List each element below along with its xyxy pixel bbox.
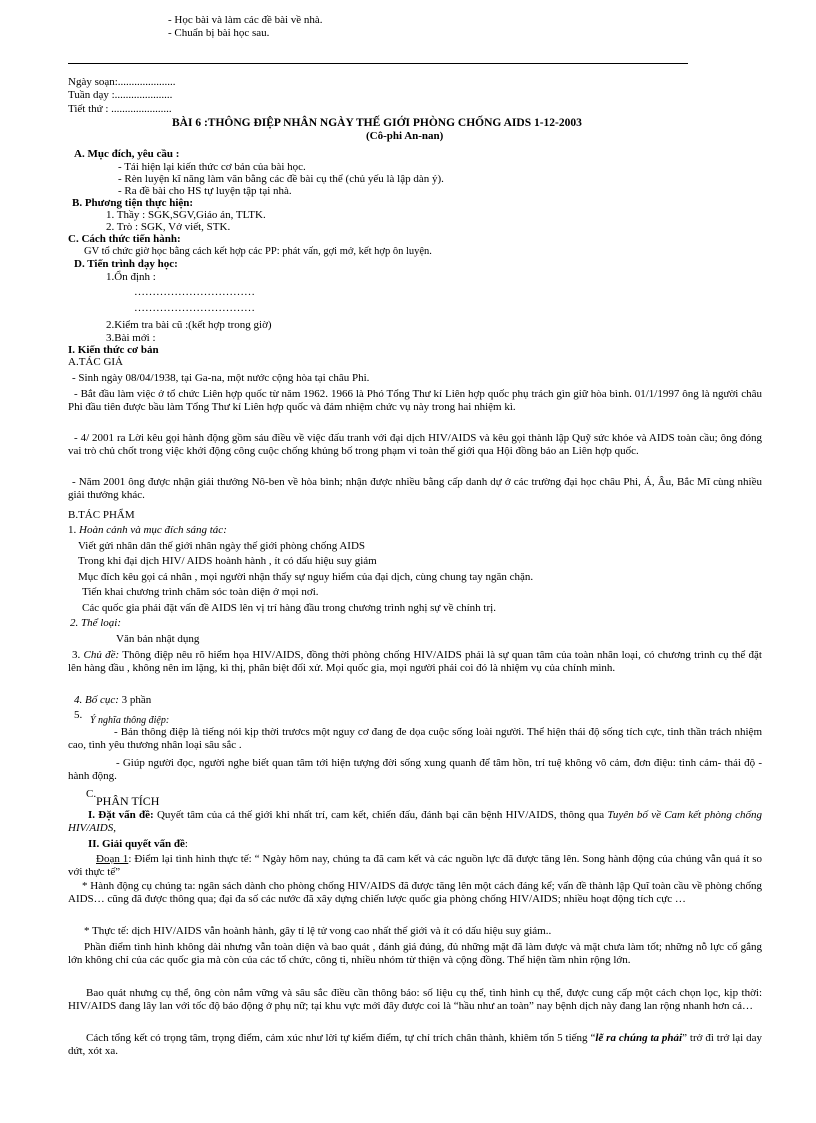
part-1-heading: I. Kiến thức cơ bản bbox=[68, 344, 159, 356]
section-c-number: C. bbox=[86, 788, 97, 800]
subsection-number: 1. bbox=[68, 524, 77, 536]
lesson-author: (Cô-phi An-nan) bbox=[366, 130, 444, 142]
meaning-paragraph: - Bản thông điệp là tiếng nói kịp thời trươcs một nguy cơ đang đe dọa cuộc sống loài người. Thể hiện thái độ sống tích cực, tinh thần trách nhiệm cao, tình yêu thương nhân loại sâu sắc . bbox=[68, 726, 762, 751]
subsection-2: 2. Thể loại: bbox=[70, 617, 122, 629]
doan-1-paragraph bbox=[68, 853, 762, 879]
phan-tich-heading: PHÂN TÍCH bbox=[96, 794, 160, 808]
subsection-5-title: Ý nghĩa thông điệp: bbox=[90, 715, 170, 726]
section-b-item: 1. Thầy : SGK,SGV,Giáo án, TLTK. bbox=[106, 209, 266, 221]
summary-end: ” trở đi trở lại day dứt, xót xa. bbox=[68, 1032, 762, 1057]
context-line: Viết gửi nhân dân thế giới nhân ngày thế giới phòng chống AIDS bbox=[78, 540, 366, 552]
on-dinh: 1.Ổn định : bbox=[106, 271, 156, 283]
dots-line: …………………………… bbox=[134, 302, 255, 314]
subsection-title: Hoàn cảnh và mục đích sáng tác: bbox=[79, 524, 227, 536]
action-paragraph: * Hành động cụ chúng ta: ngân sách dành cho phòng chống HIV/AIDS đã được tăng lên một cách đáng kể; vấn đề thành lập Quĩ toàn cầu về phòng chống AIDS… cũng đã được thông qua; đại đa số các nước đã xây dựng chiến lược quốc gia phòng chống HIV/AIDS; nhiều hoạt động tích cực … bbox=[68, 880, 762, 905]
divider bbox=[68, 63, 688, 64]
prepare-line: - Chuẩn bị bài học sau. bbox=[168, 27, 270, 39]
section-a-item: - Ra đề bài cho HS tự luyện tập tại nhà. bbox=[118, 185, 292, 197]
dat-van-de-text: Quyết tâm của cả thế giới khi nhất trí, cam kết, chiến đấu, đánh bại căn bệnh HIV/AIDS, thông qua bbox=[156, 809, 605, 821]
dat-van-de-label: I. Đặt vấn đề: bbox=[88, 809, 154, 821]
tac-gia-heading: A.TÁC GIẢ bbox=[68, 356, 123, 368]
section-c-heading: C. Cách thức tiến hành: bbox=[68, 233, 181, 245]
bai-moi: 3.Bài mới : bbox=[106, 332, 156, 344]
theme-text: Thông điệp nêu rõ hiểm họa HIV/AIDS, đồng thời phòng chống HIV/AIDS phải là sự quan tâm của toàn nhân loại, có chương trình cụ thể đặt lên hàng đầu , không nên im lặng, kì thị, phân biệt đối xử. Mọi quốc gia, mọi người phải coi đó là nhiệm vụ của chính mình. bbox=[68, 649, 762, 674]
tiet-thu: Tiết thứ : ...................... bbox=[68, 103, 172, 115]
ngay-soan: Ngày soạn:..................... bbox=[68, 76, 176, 88]
bio-paragraph: - 4/ 2001 ra Lời kêu gọi hành động gồm sáu điều về việc đấu tranh với đại dịch HIV/AIDS và kêu gọi thành lập Quỹ sức khỏe và AIDS toàn cầu; ông đóng vai trò chủ chốt trong việc khởi động công cuộc chống khủng bố trong phạm vi toàn thế giới qua Hội đồng bảo an Liên hợp quốc. bbox=[68, 432, 762, 457]
analysis-paragraph: Phần điểm tình hình không dài nhưng vẫn toàn diện và bao quát , đánh giá đúng, đủ những mặt đã làm được và mặt chưa làm tốt; những nỗ lực cố gắng lớn không chỉ của các quốc gia mà còn của các tổ chức, công ti, nhiều nhóm từ thiện và cộng đồng. Thể hiện tầm nhìn rộng lớn. bbox=[68, 941, 762, 966]
tuan-day: Tuần dạy :..................... bbox=[68, 89, 173, 101]
bio-paragraph: - Bắt đầu làm việc ở tổ chức Liên hợp quốc từ năm 1962. 1966 là Phó Tổng Thư kí Liên hợp quốc phụ trách gìn giữ hòa bình. 01/1/1997 ông là người châu Phi đầu tiên được bầu làm Tổng Thư kí Liên hợp quốc và đảm nhiệm chức vụ này trong hai nhiệm kì. bbox=[68, 388, 762, 413]
subsection-title: 4. Bố cục: bbox=[74, 694, 119, 706]
summary-paragraph bbox=[68, 1032, 762, 1058]
genre-value: Văn bản nhật dụng bbox=[116, 633, 200, 645]
doan-1-text: : Điểm lại tình hình thực tế: “ Ngày hôm nay, chúng ta đã cam kết và các nguồn lực đã được tăng lên. Song hành động của chúng vẫn quá ít so với thực tế” bbox=[68, 853, 763, 878]
theme-paragraph bbox=[68, 649, 762, 675]
context-line: Trong khi đại dịch HIV/ AIDS hoành hành , ít có dấu hiệu suy giảm bbox=[78, 555, 377, 567]
section-a-heading: A. Mục đích, yêu cầu : bbox=[74, 148, 180, 160]
subsection-5-number: 5. bbox=[74, 709, 83, 721]
tac-pham-heading: B.TÁC PHẨM bbox=[68, 509, 135, 521]
meaning-paragraph: - Giúp người đọc, người nghe biết quan tâm tới hiện tượng đời sống xung quanh để tâm hồn, trí tuệ không vô cảm, đơn điệu: tình cảm- thái độ - hành động. bbox=[68, 757, 762, 782]
kiem-tra: 2.Kiểm tra bài cũ :(kết hợp trong giờ) bbox=[106, 319, 272, 331]
giai-quyet-colon: : bbox=[184, 838, 188, 850]
subsection-title: Chủ đề: bbox=[83, 649, 120, 661]
summary-text: Cách tổng kết có trọng tâm, trọng điểm, cảm xúc như lời tự kiểm điểm, tự chỉ trích chân thành, khiêm tốn 5 tiếng “ bbox=[86, 1032, 596, 1044]
bio-paragraph: - Sinh ngày 08/04/1938, tại Ga-na, một nước cộng hòa tại châu Phi. bbox=[72, 372, 370, 384]
subsection-4 bbox=[74, 694, 151, 707]
section-a-item: - Rèn luyện kĩ năng làm văn bằng các đề bài cụ thể (chủ yếu là lập dàn ý). bbox=[118, 173, 444, 185]
context-line: Mục đích kêu gọi cá nhân , mọi người nhận thấy sự nguy hiểm của đại dịch, cùng chung tay ngăn chặn. bbox=[78, 571, 534, 583]
bio-paragraph: - Năm 2001 ông được nhận giải thưởng Nô-ben về hòa bình; nhận được nhiều bằng cấp danh dự ở các trường đại học châu Phi, Á, Âu, Bắc Mĩ cùng nhiều giải thưởng khác. bbox=[68, 476, 762, 501]
dat-van-de-end: , bbox=[113, 822, 116, 834]
context-line: Các quốc gia phải đặt vấn đề AIDS lên vị trí hàng đầu trong chương trình nghị sự về chính trị. bbox=[82, 602, 496, 614]
dat-van-de-italic: Tuyên bố về Cam kết phòng chống HIV/AIDS bbox=[68, 809, 762, 834]
dots-line: …………………………… bbox=[134, 286, 255, 298]
lesson-title: BÀI 6 :THÔNG ĐIỆP NHÂN NGÀY THẾ GIỚI PHÒNG CHỐNG AIDS 1-12-2003 bbox=[172, 117, 582, 129]
summary-italic: lẽ ra chúng ta phải bbox=[595, 1032, 683, 1044]
analysis-paragraph: Bao quát nhưng cụ thể, ông còn nắm vững và sâu sắc điều cần thông báo: số liệu cụ thể, tình hình cụ thể, được cung cấp một cách chọn lọc, kịp thời: HIV/AIDS đang lây lan với tốc độ báo động ở phụ nữ; tại khu vực mới đây được coi là “hầu như an toàn” nay bệnh dịch này đang lan rộng nhanh hơn cả… bbox=[68, 987, 762, 1012]
section-b-heading: B. Phương tiện thực hiện: bbox=[72, 197, 194, 209]
giai-quyet-heading bbox=[88, 838, 188, 851]
homework-line: - Học bài và làm các đề bài về nhà. bbox=[168, 14, 323, 26]
section-a-item: - Tái hiện lại kiến thức cơ bản của bài học. bbox=[118, 161, 306, 173]
context-line: Tiến khai chương trình chăm sóc toàn diện ở mọi nơi. bbox=[82, 586, 319, 598]
section-b-item: 2. Trò : SGK, Vở viết, STK. bbox=[106, 221, 231, 233]
doan-1-label: Đoạn 1 bbox=[96, 853, 129, 865]
dat-van-de-paragraph bbox=[68, 809, 762, 835]
giai-quyet-label: II. Giải quyết vấn đề bbox=[88, 838, 185, 850]
subsection-number: 3. bbox=[72, 649, 81, 661]
structure-value: 3 phần bbox=[121, 694, 152, 706]
section-c-text: GV tổ chức giờ học bằng cách kết hợp các PP: phát vấn, gợi mở, kết hợp ôn luyện. bbox=[84, 246, 432, 257]
section-d-heading: D. Tiến trình dạy học: bbox=[74, 258, 178, 270]
subsection-1 bbox=[68, 524, 227, 537]
reality-paragraph: * Thực tế: dịch HIV/AIDS vẫn hoành hành, gây tỉ lệ tử vong cao nhất thế giới và ít có dấu hiệu suy giảm.. bbox=[84, 925, 552, 937]
